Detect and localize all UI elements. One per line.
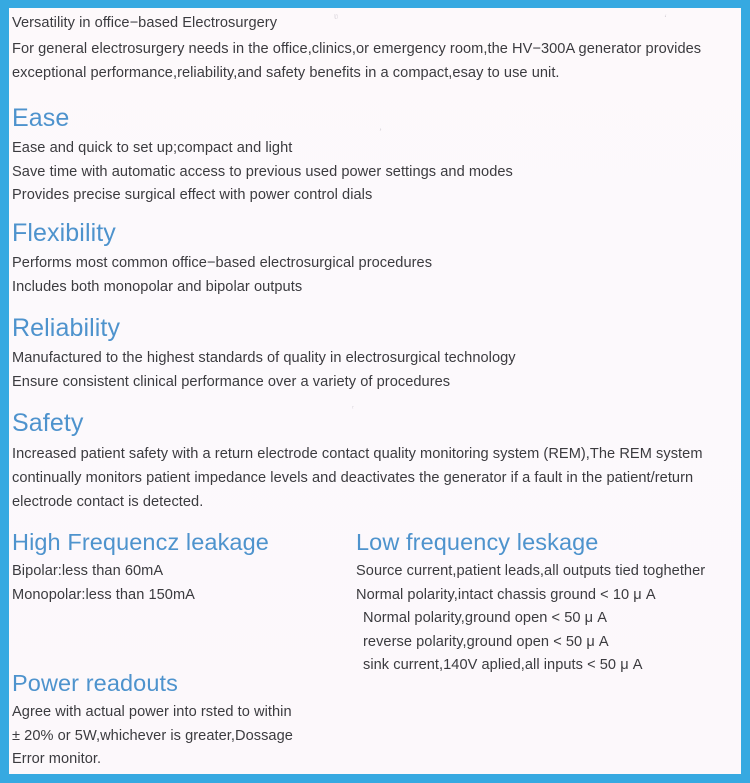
scan-artifact: ʋ: [334, 11, 339, 21]
section-safety-line-2: continually monitors patient impedance levels and deactivates the generator if a fault in the patient/return: [12, 470, 694, 486]
intro-body-line-1: For general electrosurgery needs in the office,clinics,or emergency room,the HV−300A generator provides: [12, 40, 702, 57]
section-high-frequency-leakage: [12, 528, 352, 607]
section-reliability-line-1: Manufactured to the highest standards of quality in electrosurgical technology: [12, 350, 516, 366]
section-heading-high-frequency-leakage: High Frequencz leakage: [12, 529, 269, 555]
scan-artifact: ʳ: [352, 403, 354, 413]
low-frequency-leakage-line-1: Source current,patient leads,all outputs tied toghether: [356, 563, 706, 579]
intro-block: [12, 12, 728, 85]
low-frequency-leakage-line-3: Normal polarity,ground open < 50 μ A: [363, 610, 607, 626]
intro-title-line: Versatility in office−based Electrosurgery: [12, 15, 278, 31]
section-reliability: [12, 313, 728, 394]
section-flexibility-line-1: Performs most common office−based electrosurgical procedures: [12, 255, 433, 271]
section-ease-line-1: Ease and quick to set up;compact and light: [12, 140, 293, 156]
high-frequency-leakage-line-1: Bipolar:less than 60mA: [12, 563, 164, 579]
section-heading-power-readouts: Power readouts: [12, 670, 178, 696]
section-heading-reliability: Reliability: [12, 314, 121, 342]
frame-band-bottom: [0, 774, 750, 783]
low-frequency-leakage-line-2: Normal polarity,intact chassis ground < 10 μ A: [356, 586, 656, 603]
power-readouts-line-1: Agree with actual power into rsted to within: [12, 704, 292, 720]
section-flexibility-line-2: Includes both monopolar and bipolar outputs: [12, 278, 303, 295]
section-low-frequency-leakage: [356, 528, 728, 678]
power-readouts-line-2: ± 20% or 5W,whichever is greater,Dossage: [12, 727, 293, 744]
section-heading-safety: Safety: [12, 409, 84, 437]
section-heading-low-frequency-leakage: Low frequency leskage: [356, 529, 599, 555]
frame-band-right: [741, 0, 750, 783]
frame-band-left: [0, 0, 9, 783]
section-heading-flexibility: Flexibility: [12, 219, 116, 247]
scan-artifact: ʻ: [664, 13, 667, 23]
power-readouts-line-3: Error monitor.: [12, 751, 102, 767]
section-ease: [12, 103, 728, 208]
section-safety: [12, 408, 728, 514]
section-flexibility: [12, 218, 728, 299]
section-ease-line-2: Save time with automatic access to previous used power settings and modes: [12, 163, 513, 180]
section-safety-line-3: electrode contact is detected.: [12, 494, 204, 510]
high-frequency-leakage-line-2: Monopolar:less than 150mA: [12, 586, 195, 603]
section-reliability-line-2: Ensure consistent clinical performance over a variety of procedures: [12, 373, 451, 390]
section-heading-ease: Ease: [12, 104, 70, 132]
low-frequency-leakage-line-4: reverse polarity,ground open < 50 μ A: [363, 633, 609, 650]
scan-artifact: ʼ: [379, 127, 382, 137]
low-frequency-leakage-line-5: sink current,140V aplied,all inputs < 50 μ A: [363, 657, 643, 673]
section-safety-line-1: Increased patient safety with a return electrode contact quality monitoring system (REM),The REM system: [12, 446, 703, 462]
intro-body-line-2: exceptional performance,reliability,and safety benefits in a compact,esay to use unit.: [12, 64, 560, 81]
section-power-readouts: [12, 669, 352, 772]
section-ease-line-3: Provides precise surgical effect with power control dials: [12, 187, 373, 203]
frame-band-top: [0, 0, 750, 8]
